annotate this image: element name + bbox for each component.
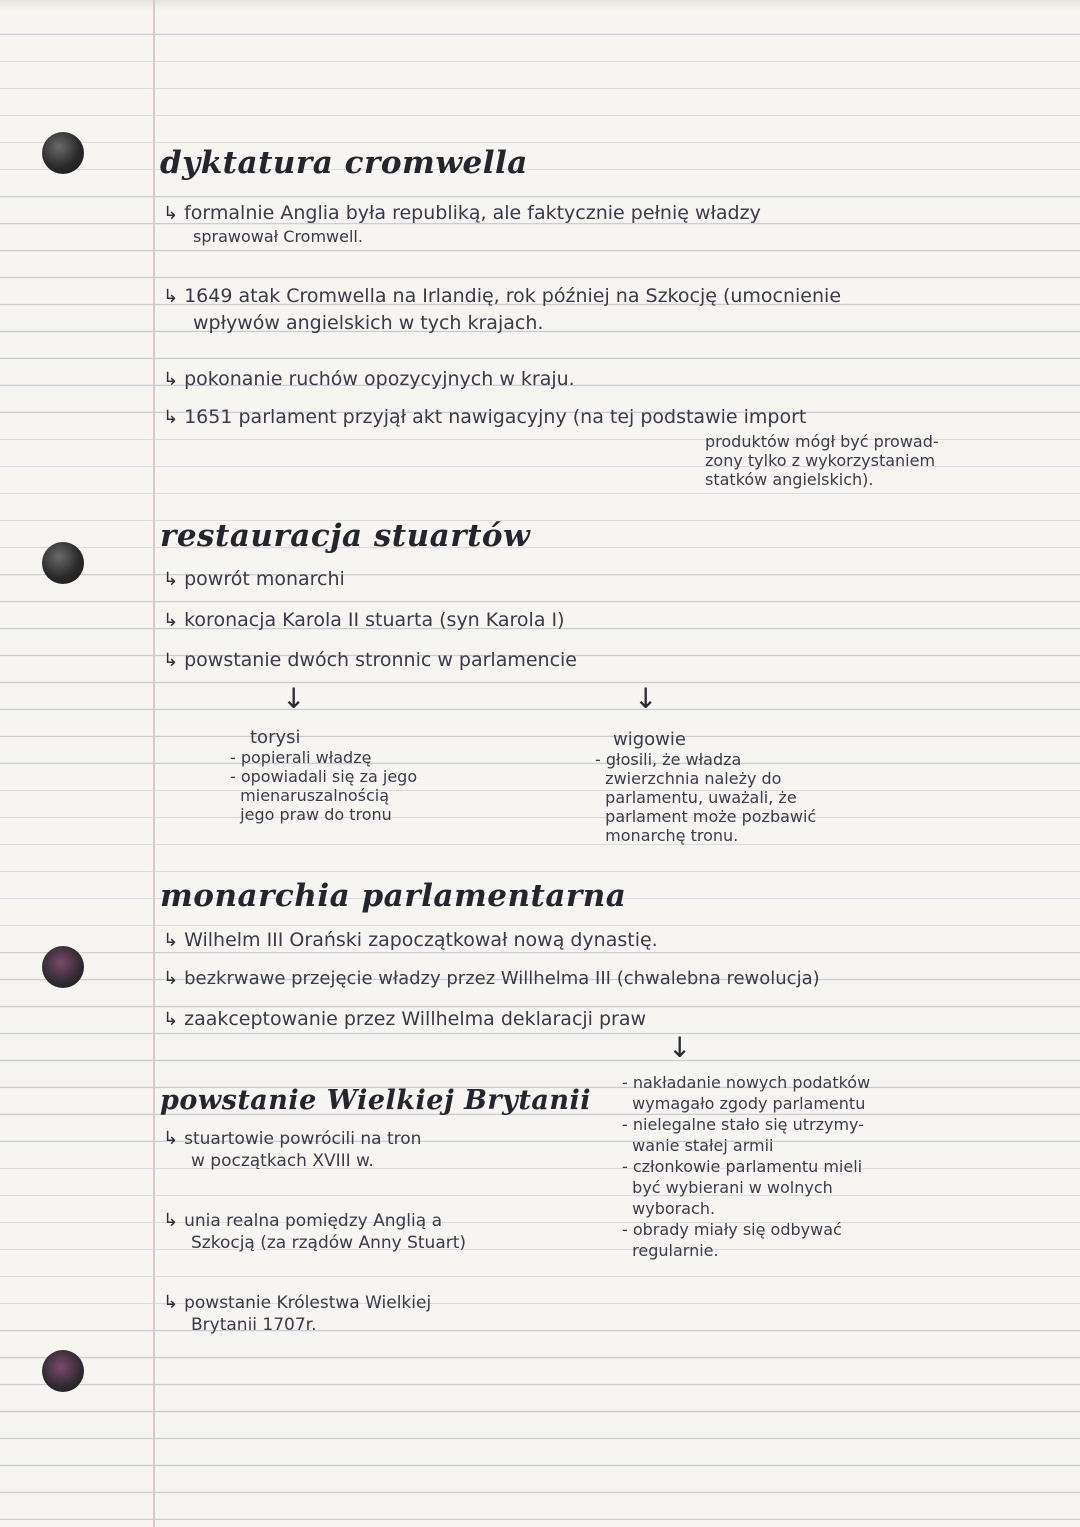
list-item-text: powrót monarchi [184, 568, 345, 590]
list-item [163, 966, 820, 992]
list-item [163, 366, 575, 393]
list-item-text: stuartowie powrócili na tron [184, 1129, 422, 1149]
arrow-icon: ↳ [163, 968, 179, 989]
down-arrow-icon: ↓ [668, 1031, 692, 1064]
arrow-icon: ↳ [163, 650, 179, 671]
arrow-icon: ↳ [163, 286, 179, 307]
consequence-line: wymagało zgody parlamentu [622, 1094, 866, 1113]
consequence-line: wyborach. [622, 1199, 716, 1218]
list-item [163, 404, 806, 431]
consequence-line: regularnie. [622, 1241, 719, 1260]
list-item [163, 607, 565, 634]
arrow-icon: ↳ [163, 369, 179, 390]
section-heading-monarchia: monarchia parlamentarna [160, 878, 627, 914]
consequence-line: - obrady miały się odbywać [622, 1220, 842, 1239]
arrow-icon: ↳ [163, 610, 179, 631]
binder-hole [42, 1350, 84, 1392]
torysi-line: - opowiadali się za jego [230, 767, 418, 786]
list-item [163, 647, 577, 674]
list-item-text: koronacja Karola II stuarta (syn Karola I) [184, 609, 565, 631]
consequence-line: wanie stałej armii [622, 1136, 774, 1155]
list-item [163, 200, 761, 246]
arrow-icon: ↳ [163, 1210, 179, 1231]
list-item-text: sprawował Cromwell. [193, 227, 363, 246]
section-heading-dyktatura: dyktatura cromwella [160, 145, 528, 181]
section-heading-wielka-brytania: powstanie Wielkiej Brytanii [160, 1085, 591, 1116]
arrow-icon: ↳ [163, 930, 179, 951]
list-item [163, 1292, 431, 1336]
list-item-text: Wilhelm III Orański zapoczątkował nową dynastię. [184, 929, 658, 951]
list-item-text: Szkocją (za rządów Anny Stuart) [191, 1233, 467, 1253]
consequence-line: - członkowie parlamentu mieli [622, 1157, 863, 1176]
wigowie-line: parlamentu, uważali, że [595, 788, 797, 807]
torysi-line: - popierali władzę [230, 748, 372, 767]
down-arrow-icon: ↓ [634, 682, 658, 715]
arrow-icon: ↳ [163, 1009, 179, 1030]
list-item-text: powstanie dwóch stronnic w parlamencie [184, 649, 577, 671]
list-item [163, 1210, 466, 1254]
wigowie-line: - głosili, że władza [595, 750, 742, 769]
list-item-text: 1651 parlament przyjął akt nawigacyjny (na tej podstawie import [184, 406, 807, 428]
section-heading-restauracja: restauracja stuartów [160, 518, 531, 554]
torysi-line: jego praw do tronu [230, 805, 392, 824]
list-item [163, 283, 841, 336]
list-item-text: formalnie Anglia była republiką, ale faktycznie pełnię władzy [184, 202, 761, 224]
consequence-line: - nielegalne stało się utrzymy- [622, 1115, 865, 1134]
wigowie-block [595, 730, 816, 845]
binder-hole [42, 946, 84, 988]
list-item-text: pokonanie ruchów opozycyjnych w kraju. [184, 368, 575, 390]
wigowie-line: parlament może pozbawić [595, 807, 817, 826]
note-continuation: produktów mógł być prowad- [705, 432, 939, 451]
wigowie-title: wigowie [613, 729, 686, 750]
binder-hole [42, 542, 84, 584]
torysi-block [230, 728, 417, 824]
list-item-text: unia realna pomiędzy Anglią a [184, 1211, 442, 1231]
page-top-edge [0, 0, 1080, 10]
list-item-text: bezkrwawe przejęcie władzy przez Willhelma III (chwalebna rewolucja) [184, 968, 820, 989]
list-item [163, 1006, 646, 1033]
wigowie-line: zwierzchnia należy do [595, 769, 782, 788]
consequence-line: być wybierani w wolnych [622, 1178, 833, 1197]
torysi-title: torysi [250, 727, 301, 748]
list-item [163, 1128, 421, 1172]
margin-line [153, 0, 155, 1527]
consequence-line: - nakładanie nowych podatków [622, 1073, 871, 1092]
arrow-icon: ↳ [163, 569, 179, 590]
list-item-text: Brytanii 1707r. [191, 1315, 317, 1335]
binder-hole [42, 132, 84, 174]
note-continuation: statków angielskich). [705, 470, 874, 489]
list-item [163, 927, 658, 954]
note-continuation: zony tylko z wykorzystaniem [705, 451, 936, 470]
list-item-text: powstanie Królestwa Wielkiej [184, 1293, 432, 1313]
arrow-icon: ↳ [163, 1128, 179, 1149]
torysi-line: mienaruszalnością [230, 786, 390, 805]
list-item-text: w początkach XVIII w. [191, 1151, 374, 1171]
down-arrow-icon: ↓ [282, 682, 306, 715]
list-item-text: wpływów angielskich w tych krajach. [193, 312, 544, 334]
consequences-list [622, 1072, 870, 1261]
arrow-icon: ↳ [163, 407, 179, 428]
wigowie-line: monarchę tronu. [595, 826, 739, 845]
arrow-icon: ↳ [163, 203, 179, 224]
arrow-icon: ↳ [163, 1292, 179, 1313]
list-item [163, 566, 345, 593]
list-item-text: 1649 atak Cromwella na Irlandię, rok później na Szkocję (umocnienie [184, 285, 842, 307]
list-item-text: zaakceptowanie przez Willhelma deklaracji praw [184, 1008, 647, 1030]
